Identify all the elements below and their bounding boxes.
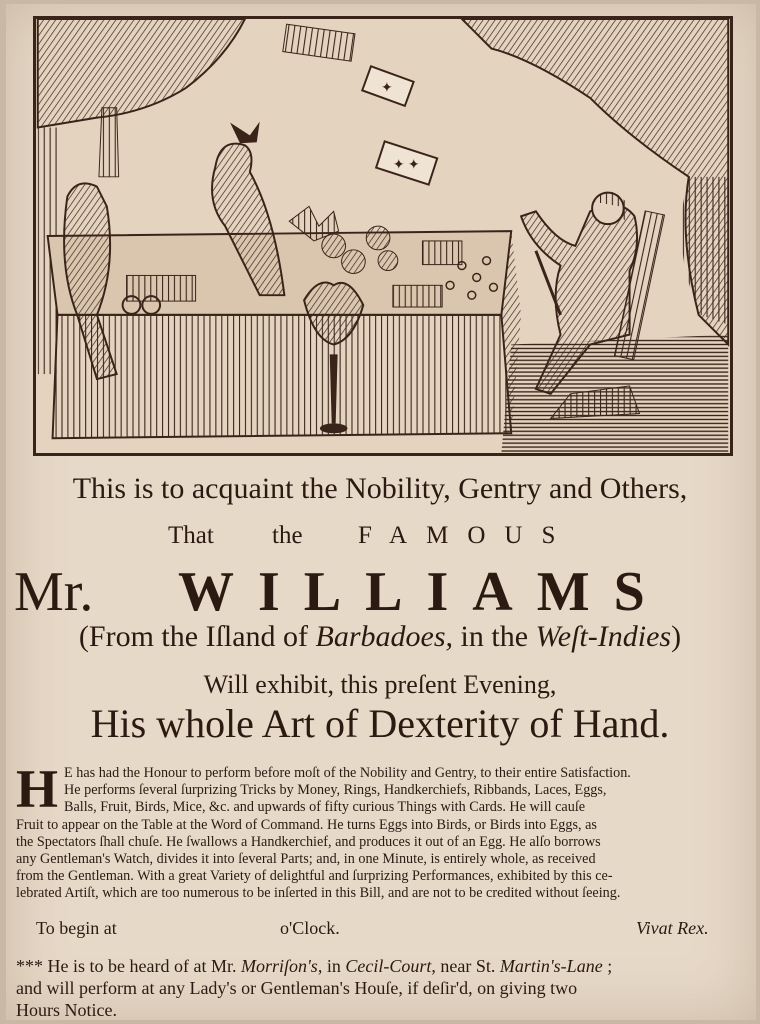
drop-cap: H bbox=[16, 759, 59, 819]
body-line: Balls, Fruit, Birds, Mice, &c. and upwards of fifty curious Things with Cards. He will cauſe bbox=[64, 799, 586, 816]
headline-acquaint: This is to acquaint the Nobility, Gentry and Others, bbox=[72, 472, 688, 505]
notice-paragraph bbox=[16, 955, 756, 1021]
body-paragraph bbox=[16, 759, 756, 903]
notice-line-1 bbox=[16, 955, 756, 977]
headline-art: His whole Art of Dexterity of Hand. bbox=[90, 701, 670, 746]
notice-pre: *** He is to be heard of at Mr. bbox=[16, 956, 241, 976]
notice-martins-lane: Martin's-Lane bbox=[499, 956, 603, 976]
headline-will-exhibit: Will exhibit, this preſent Evening, bbox=[203, 670, 557, 699]
body-line: any Gentleman's Watch, divides it into ſeveral Parts; and, in one Minute, is entirely whole, as received bbox=[16, 851, 596, 868]
notice-line-2: and will perform at any Lady's or Gentleman's Houſe, if deſir'd, on giving two bbox=[16, 978, 578, 998]
word-famous: FAMOUS bbox=[358, 522, 575, 549]
body-line: E has had the Honour to perform before moſt of the Nobility and Gentry, to their entire Satisfaction. bbox=[64, 765, 631, 781]
woodcut-illustration bbox=[33, 16, 733, 456]
svg-text:✦: ✦ bbox=[381, 79, 393, 95]
origin-mid: in the bbox=[453, 620, 536, 653]
notice-post: ; bbox=[602, 956, 613, 976]
origin-pre: (From the Iſland of bbox=[78, 620, 316, 653]
notice-mid2: , near St. bbox=[431, 956, 500, 976]
body-line: the Spectators ſhall chuſe. He ſwallows a Handkerchief, and produces it out of an Egg. He alſo borrows bbox=[16, 833, 601, 850]
headline-name bbox=[0, 560, 760, 623]
body-line: Fruit to appear on the Table at the Word of Command. He turns Eggs into Birds, or Birds into Eggs, as bbox=[16, 816, 597, 833]
vivat-rex: Vivat Rex. bbox=[636, 918, 709, 938]
notice-line-3: Hours Notice. bbox=[16, 1000, 117, 1020]
notice-morrison: Morriſon's bbox=[240, 956, 318, 976]
begin-time-label: To begin at bbox=[36, 918, 117, 938]
headline-origin bbox=[0, 620, 760, 654]
svg-text:✦ ✦: ✦ ✦ bbox=[392, 156, 420, 172]
notice-mid: , in bbox=[317, 956, 346, 976]
title-mr: Mr. bbox=[14, 561, 94, 623]
oclock-label: o'Clock. bbox=[280, 918, 340, 938]
body-line: lebrated Artiſt, which are too numerous to be inſerted in this Bill, and are not to be credited without ſeeing. bbox=[16, 885, 621, 902]
body-line: from the Gentleman. With a great Variety of delightful and ſurprizing Performances, exhibited by this ce- bbox=[16, 868, 613, 885]
origin-place-west-indies: Weſt-Indies bbox=[535, 620, 672, 653]
word-the: the bbox=[272, 522, 303, 549]
notice-cecil-court: Cecil-Court bbox=[345, 956, 432, 976]
performer-name: WILLIAMS bbox=[178, 561, 669, 623]
origin-place-barbadoes: Barbadoes, bbox=[315, 620, 454, 653]
table bbox=[48, 226, 521, 438]
body-line: He performs ſeveral ſurprizing Tricks by Money, Rings, Handkerchiefs, Ribbands, Laces, Eggs, bbox=[64, 782, 607, 799]
word-that: That bbox=[168, 522, 214, 549]
origin-post: ) bbox=[671, 620, 682, 653]
